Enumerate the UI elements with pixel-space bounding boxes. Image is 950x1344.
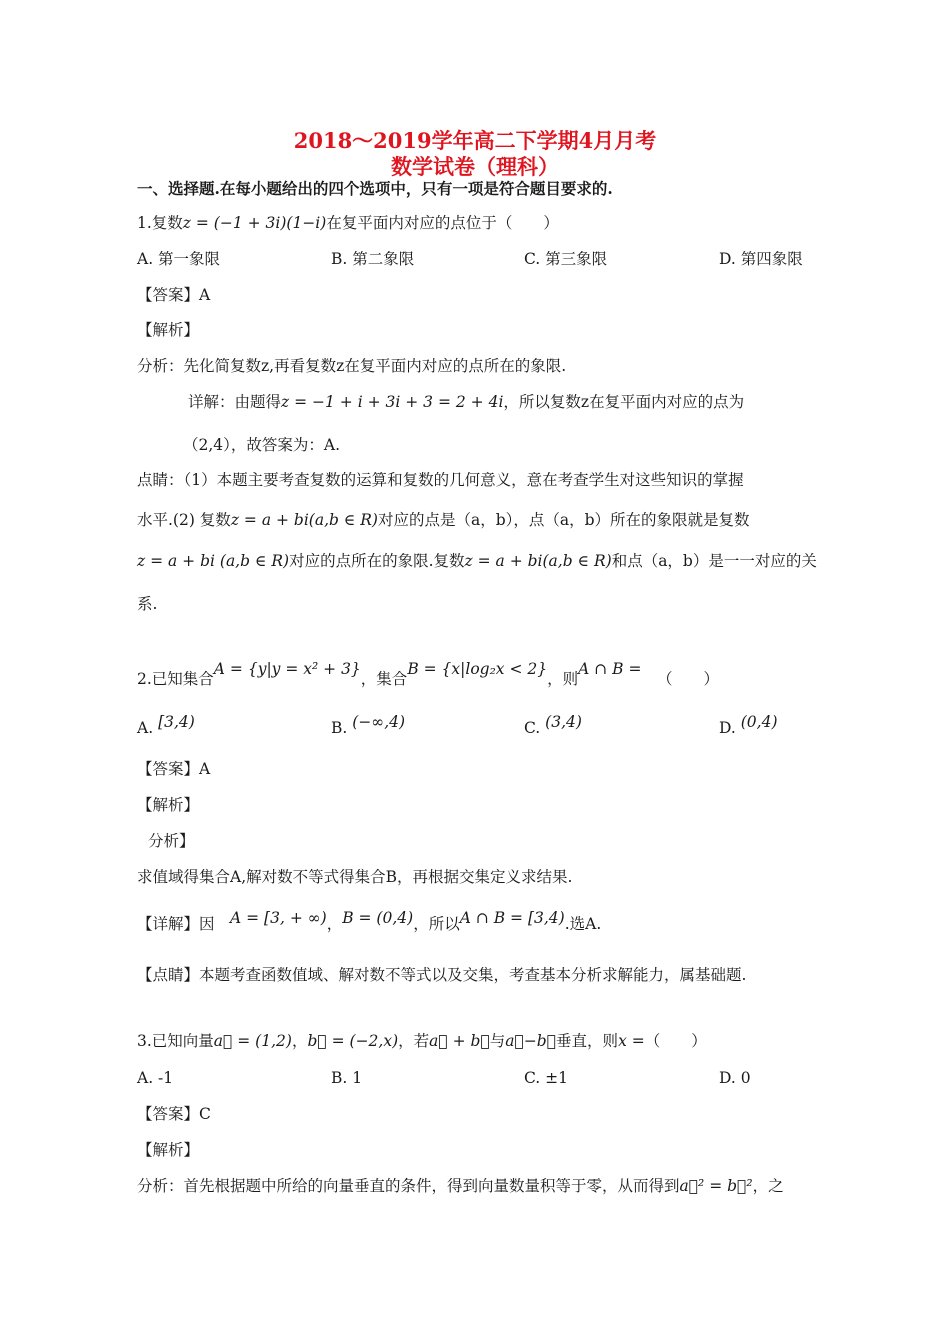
q2-option-a: A. [3,4): [137, 713, 195, 737]
q2-analysis: 求值域得集合A,解对数不等式得集合B，再根据交集定义求结果.: [137, 868, 573, 886]
q1-comment-4: 系.: [137, 595, 158, 613]
q2-set-b: B = {x|log₂x < 2}: [407, 660, 548, 678]
q1-answer: 【答案】A: [137, 286, 211, 304]
q2-comment: 【点睛】本题考查函数值域、解对数不等式以及交集，考查基本分析求解能力，属基础题.: [137, 966, 747, 984]
q1-comment-3: z = a + bi (a,b ∈ R)对应的点所在的象限.复数z = a + bi(a,b ∈ R)和点（a，b）是一一对应的关: [137, 552, 817, 570]
q2-option-c: C. (3,4): [524, 713, 582, 737]
q3-answer: 【答案】C: [137, 1105, 211, 1123]
q2-analysis-head: 分析】: [148, 832, 195, 850]
q1-option-a: A. 第一象限: [137, 250, 221, 268]
q2-expr: A ∩ B =: [578, 660, 642, 678]
q3-option-b: B. 1: [331, 1069, 363, 1087]
section-heading: 一、选择题.在每小题给出的四个选项中，只有一项是符合题目要求的.: [137, 179, 613, 198]
q1-analysis-label: 【解析】: [137, 321, 200, 339]
q2-option-b: B. (−∞,4): [331, 713, 406, 737]
q1-analysis: 分析：先化简复数z,再看复数z在复平面内对应的点所在的象限.: [137, 357, 567, 375]
q1-detail-cont: （2,4），故答案为：A.: [183, 436, 341, 454]
q2-detail: 【详解】因 A = [3, + ∞)，B = (0,4)，所以A ∩ B = [3,4).选A.: [137, 909, 602, 933]
q3-analysis: 分析：首先根据题中所给的向量垂直的条件，得到向量数量积等于零，从而得到a⃗² = b⃗²，之: [137, 1177, 784, 1195]
q1-comment-1: 点睛：（1）本题主要考查复数的运算和复数的几何意义，意在考查学生对这些知识的掌握: [137, 471, 744, 489]
q3-analysis-label: 【解析】: [137, 1141, 200, 1159]
q1-detail: 详解：由题得z = −1 + i + 3i + 3 = 2 + 4i，所以复数z在复平面内对应的点为: [188, 393, 745, 411]
document-subtitle: 数学试卷（理科）: [391, 154, 559, 179]
q1-detail-formula: z = −1 + i + 3i + 3 = 2 + 4i: [281, 393, 504, 411]
q1-option-b: B. 第二象限: [331, 250, 415, 268]
q2-set-a: A = {y|y = x² + 3}: [213, 660, 361, 678]
document-title: 2018～2019学年高二下学期4月月考: [293, 128, 657, 153]
q2-stem: 2.已知集合A = {y|y = x² + 3}，集合B = {x|log₂x < 2}，则A ∩ B = （ ）: [137, 660, 719, 688]
q1-formula: z = (−1 + 3i)(1−i): [182, 214, 327, 232]
q1-option-c: C. 第三象限: [524, 250, 608, 268]
q2-option-d: D. (0,4): [719, 713, 778, 737]
q2-analysis-label: 【解析】: [137, 796, 200, 814]
q1-comment-2: 水平.(2) 复数z = a + bi(a,b ∈ R)对应的点是（a，b），点（a，b）所在的象限就是复数: [137, 511, 750, 529]
q3-option-d: D. 0: [719, 1069, 751, 1087]
q1-option-d: D. 第四象限: [719, 250, 803, 268]
q3-option-a: A. -1: [137, 1069, 174, 1087]
q1-stem: 1.复数z = (−1 + 3i)(1−i)在复平面内对应的点位于（ ）: [137, 214, 559, 232]
q3-option-c: C. ±1: [524, 1069, 569, 1087]
q2-answer: 【答案】A: [137, 760, 211, 778]
q3-stem: 3.已知向量a⃗ = (1,2)，b⃗ = (−2,x)，若a⃗ + b⃗与a⃗−b⃗垂直，则x =（ ）: [137, 1032, 707, 1050]
